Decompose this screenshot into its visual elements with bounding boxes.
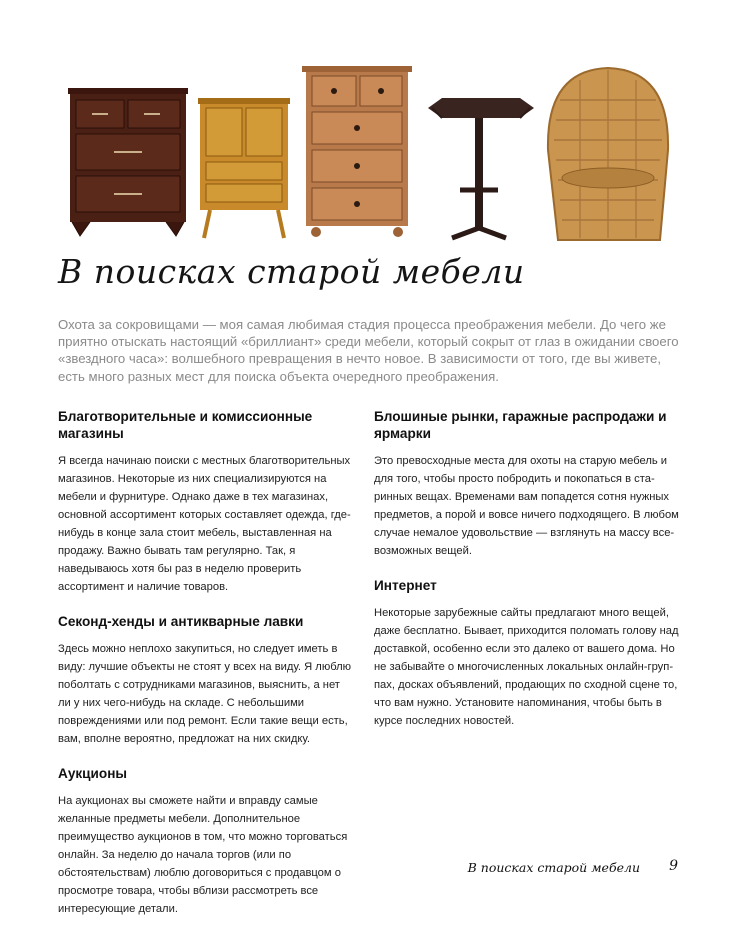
section-body: Я всегда начинаю поиски с местных благотворительных магазинов. Некоторые из них специализируются на мебели и фурнитуре. Однако даже в тех магазинах, основной ассортимент которых составляет одежда, где-нибудь в конце зала стоит мебель, выставленная на продажу. Важно бывать там регулярно. Так, я наведываюсь хотя бы раз в неделю проверить ассортимент и наличие товаров. [58,455,351,593]
section-second-hand [58,613,354,748]
section-heading: Интернет [374,578,437,593]
section-charity-shops [58,408,354,596]
chest-of-drawers-icon [302,66,412,237]
page-footer [467,858,680,878]
section-heading: Благотворительные и комиссионные магазины [58,409,313,441]
section-heading: Секонд-хенды и антикварные лавки [58,614,304,629]
intro-paragraph: Охота за сокровищами — моя самая любимая стадия процесса преображения мебели. До чего же приятно отыскать настоящий «бриллиант» среди мебели, который сокрыт от глаз в ожидании своего «звездного часа»: волшебного превращения в нечто новое. В зависимости от того, где вы живете, есть много разных мест для поиска объекта очередного преображения. [58,317,679,384]
page-title: В поисках старой мебели [58,252,525,291]
right-column [374,408,679,747]
wicker-peacock-chair-icon [548,68,668,240]
left-column [58,408,354,935]
section-flea-markets [374,408,679,560]
section-body: Это превосходные места для охоты на старую мебель и для того, чтобы просто побродить и покопаться в старинных вещах. Временами вам попадется сотня нужных предметов, а порой и вовсе ничего подходящего. В любом случае немалое удовольствие — взглянуть на массу всевозможных вещей. [374,455,679,557]
section-auctions [58,765,354,918]
section-internet [374,577,679,730]
section-body: Здесь можно неплохо закупиться, но следует иметь в виду: лучшие объекты не стоят у всех на виду. Я люблю поболтать с сотрудниками магазинов, выяснить, а нет ли у них чего-нибудь на складе. С небольшими повреждениями или под ремонт. Если такие вещи есть, вам, вполне вероятно, предложат на них скидку. [58,643,352,745]
section-heading: Аукционы [58,766,128,781]
section-body: На аукционах вы сможете найти и вправду самые желанные предметы мебели. Дополнительное преимущество аукционов в том, что можно торговаться онлайн. За неделю до начала торгов (или по обстоятельствам) люблю договориться с продавцом о просмотре товара, чтобы вблизи рассмотреть все интересующие детали. [58,795,348,915]
page-number: 9 [669,858,678,874]
cabinet-yellow-icon [198,98,290,238]
running-title: В поисках старой мебели [467,860,640,875]
octagonal-table-icon [428,98,534,238]
dresser-dark-icon [68,88,188,236]
furniture-illustration [60,60,700,245]
section-heading: Блошиные рынки, гаражные распродажи и ярмарки [374,409,667,441]
section-body: Некоторые зарубежные сайты предлагают много вещей, даже бесплатно. Бывает, приходится поломать голову над доставкой, особенно если это далеко от вашего дома. Но не забывайте о многочисленных локальных онлайн-группах, досках объявлений, продающих по сходной сцене то, что вам нужно. Установите напоминания, чтобы быть в курсе последних новостей. [374,607,679,727]
